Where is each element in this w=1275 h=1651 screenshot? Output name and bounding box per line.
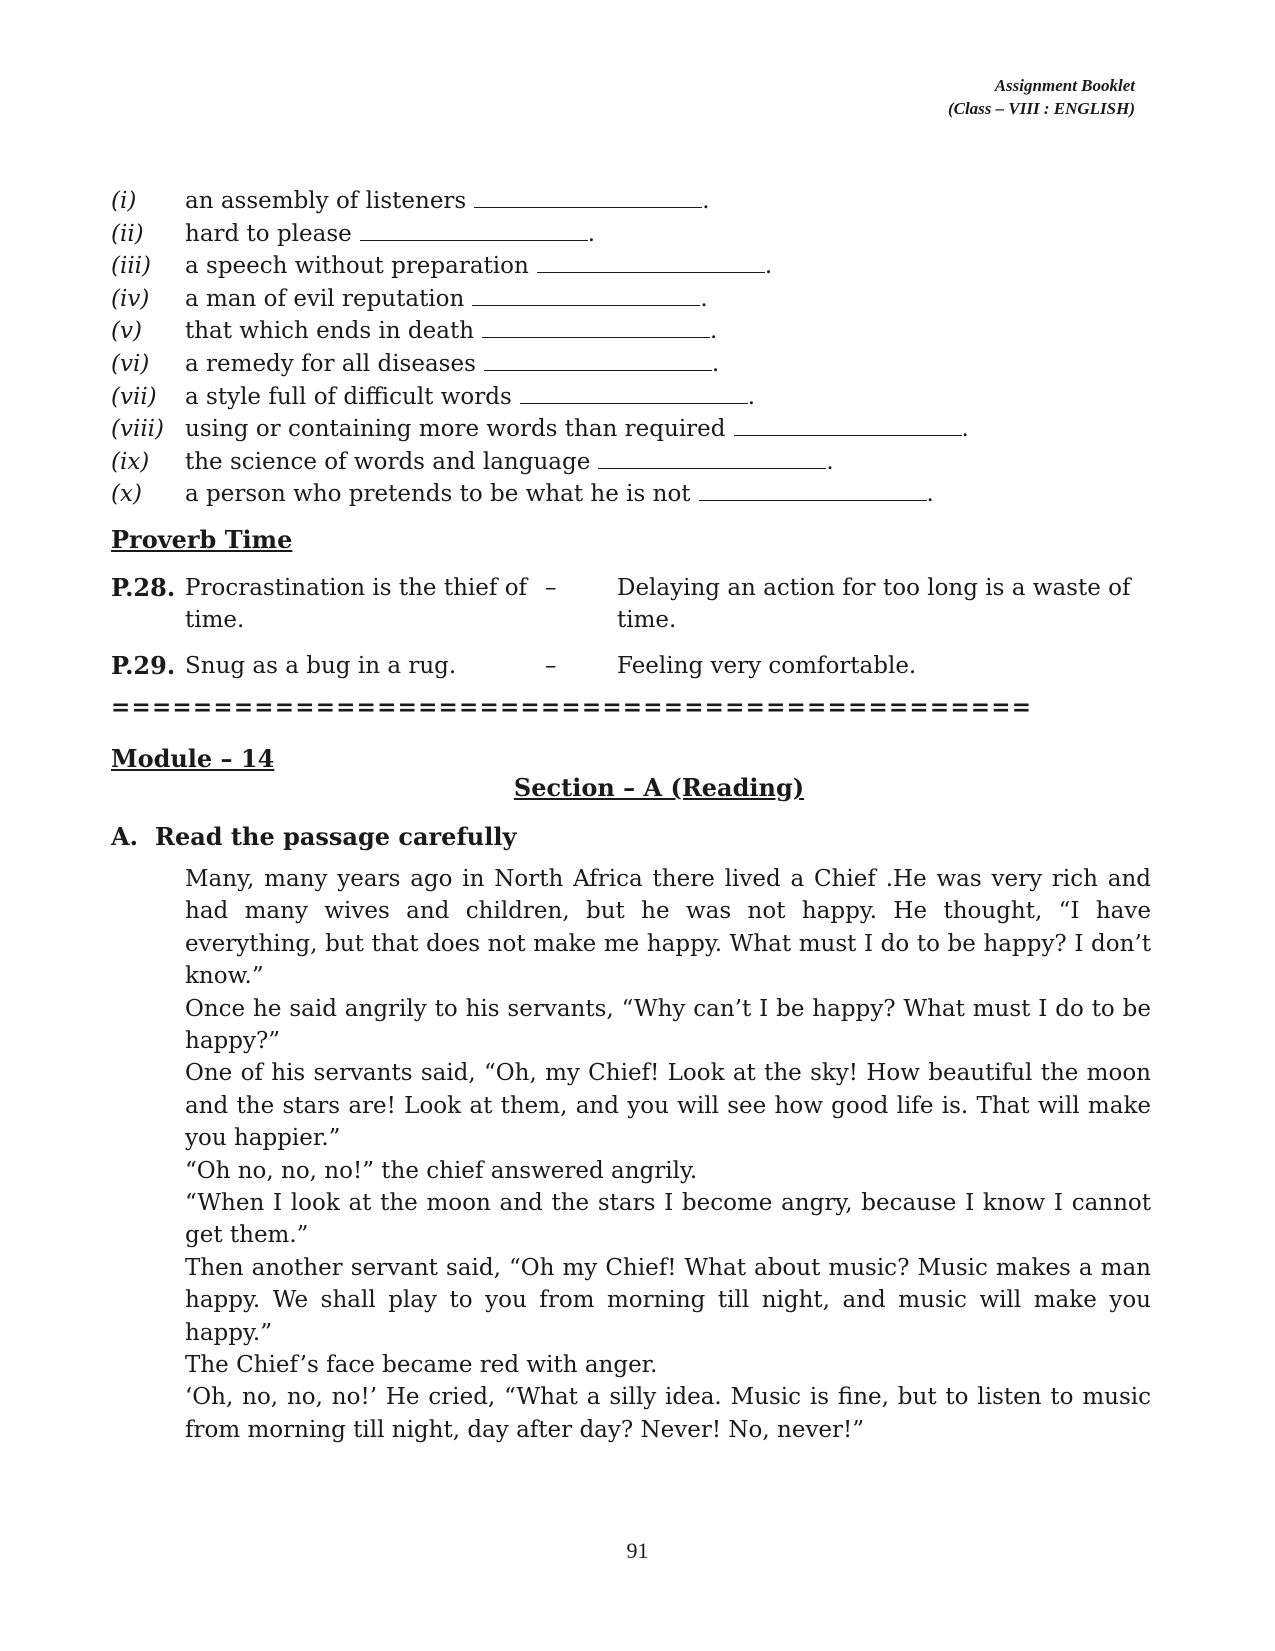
item-period: . (926, 481, 934, 508)
item-prompt: the science of words and language (185, 448, 591, 475)
item-text (185, 348, 719, 381)
item-prompt: that which ends in death (185, 318, 475, 345)
exercise-letter: A. (111, 821, 138, 851)
list-item (111, 315, 1157, 348)
section-divider: ============================================= (111, 693, 1033, 721)
answer-blank[interactable] (598, 446, 826, 469)
passage-paragraph: “When I look at the moon and the stars I become angry, because I know I cannot get them.” (185, 1190, 1151, 1249)
section-title: Section – A (Reading) (513, 772, 805, 802)
page-content (111, 185, 1157, 1446)
list-item (111, 218, 1157, 251)
proverb-heading: Proverb Time (111, 524, 293, 554)
item-prompt: a speech without preparation (185, 253, 529, 280)
item-period: . (587, 220, 596, 247)
item-text (185, 315, 717, 348)
reading-passage (185, 863, 1151, 1446)
item-number: (iii) (111, 253, 152, 280)
passage-paragraph: Once he said angrily to his servants, “Why can’t I be happy? What must I do to be happy?” (185, 995, 1151, 1054)
item-prompt: hard to please (185, 220, 352, 247)
answer-blank[interactable] (699, 478, 927, 501)
item-prompt: an assembly of listeners (185, 188, 467, 214)
item-number: (x) (111, 481, 142, 508)
list-item (111, 478, 1157, 511)
item-text (185, 478, 934, 511)
item-number: (viii) (111, 416, 165, 443)
proverb-text: Snug as a bug in a rug. (185, 652, 457, 679)
answer-blank[interactable] (734, 413, 962, 436)
exercise-heading (111, 822, 1157, 851)
passage-paragraph: Then another servant said, “Oh my Chief! What about music? Music makes a man happy. We shall play to you from morning till night, and music will make you happy.” (185, 1254, 1151, 1346)
item-text (185, 413, 969, 446)
proverb-dash: – (545, 574, 557, 601)
answer-blank[interactable] (360, 218, 588, 241)
passage-paragraph: ‘Oh, no, no, no!’ He cried, “What a silly idea. Music is fine, but to listen to music from morning till night, day after day? Never! No, never!” (185, 1384, 1151, 1443)
item-period: . (826, 448, 834, 475)
proverb-label: P.28. (111, 572, 176, 602)
item-text (185, 218, 595, 251)
item-prompt: a remedy for all diseases (185, 350, 476, 377)
item-text (185, 283, 708, 316)
page-number: 91 (626, 1538, 649, 1563)
list-item (111, 381, 1157, 414)
proverb-label: P.29. (111, 650, 176, 680)
answer-blank[interactable] (474, 185, 702, 208)
proverb-text: Procrastination is the thief of time. (185, 574, 528, 633)
item-text (185, 250, 772, 283)
item-period: . (764, 253, 773, 280)
item-number: (v) (111, 318, 142, 345)
passage-paragraph: Many, many years ago in North Africa there lived a Chief .He was very rich and had many wives and children, but he was not happy. He thought, “I have everything, but that does not make me happy. What must I do to be happy? I don’t know.” (185, 865, 1151, 990)
item-number: (vi) (111, 350, 150, 377)
item-period: . (710, 318, 718, 345)
item-prompt: a person who pretends to be what he is not (185, 481, 691, 508)
proverb-meaning: Delaying an action for too long is a waste of time. (617, 574, 1131, 633)
module-title: Module – 14 (111, 743, 275, 773)
header-booklet-title: Assignment Booklet (994, 76, 1135, 95)
proverb-meaning: Feeling very comfortable. (617, 652, 917, 679)
item-period: . (702, 188, 710, 214)
item-text (185, 446, 834, 479)
item-prompt: a man of evil reputation (185, 285, 465, 312)
item-text (185, 381, 755, 414)
answer-blank[interactable] (472, 283, 700, 306)
item-period: . (961, 416, 969, 443)
passage-paragraph: One of his servants said, “Oh, my Chief! Look at the sky! How beautiful the moon and the stars are! Look at them, and you will see how good life is. That will make you happier.” (185, 1060, 1151, 1152)
exercise-title: Read the passage carefully (155, 821, 517, 851)
item-number: (vii) (111, 383, 157, 410)
header-class-subject: (Class – VIII : ENGLISH) (947, 99, 1135, 118)
list-item (111, 348, 1157, 381)
item-period: . (711, 350, 720, 377)
answer-blank[interactable] (520, 381, 748, 404)
item-number: (i) (111, 188, 137, 214)
proverb-dash: – (545, 652, 557, 679)
list-item (111, 413, 1157, 446)
item-period: . (747, 383, 756, 410)
answer-blank[interactable] (484, 348, 712, 371)
answer-blank[interactable] (537, 250, 765, 273)
passage-paragraph: The Chief’s face became red with anger. (185, 1352, 658, 1379)
item-number: (ii) (111, 220, 144, 247)
list-item (111, 446, 1157, 479)
list-item (111, 185, 1157, 218)
page-header (948, 74, 1135, 120)
answer-blank[interactable] (482, 315, 710, 338)
proverb-row (111, 572, 1157, 636)
list-item (111, 250, 1157, 283)
item-number: (iv) (111, 285, 150, 312)
proverb-row (111, 650, 1157, 682)
item-prompt: using or containing more words than required (185, 416, 726, 443)
item-prompt: a style full of difficult words (185, 383, 512, 410)
word-substitution-list (111, 185, 1157, 511)
item-period: . (700, 285, 708, 312)
item-text (185, 185, 710, 218)
item-number: (ix) (111, 448, 150, 475)
list-item (111, 283, 1157, 316)
passage-paragraph: “Oh no, no, no!” the chief answered angrily. (185, 1157, 698, 1184)
